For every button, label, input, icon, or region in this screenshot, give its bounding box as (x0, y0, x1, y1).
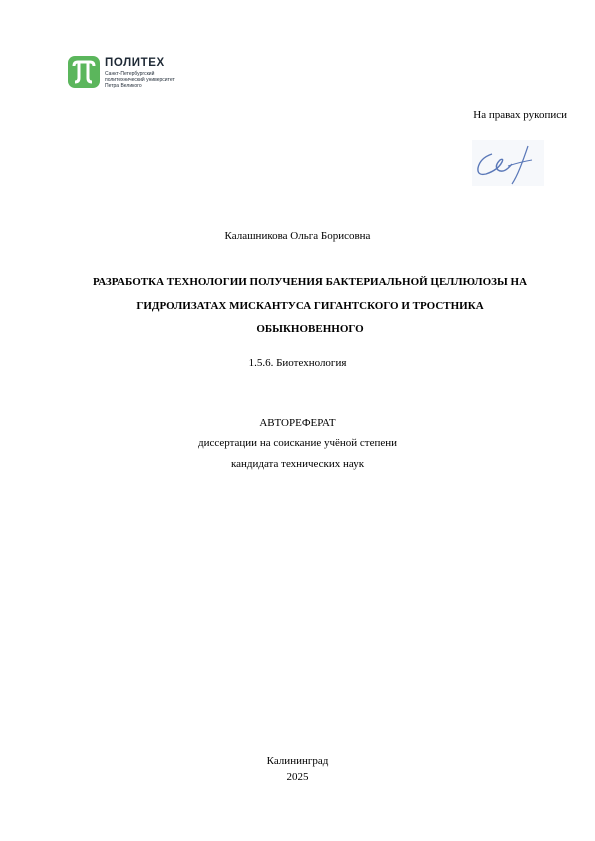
logo-subtitle-line: Петра Великого (105, 83, 142, 89)
title-line: РАЗРАБОТКА ТЕХНОЛОГИИ ПОЛУЧЕНИЯ БАКТЕРИАЛЬНОЙ ЦЕЛЛЮЛОЗЫ НА (92, 276, 528, 288)
document-type-heading: АВТОРЕФЕРАТ (259, 417, 336, 429)
year: 2025 (286, 771, 309, 783)
rights-note: На правах рукописи (473, 109, 567, 121)
document-type-line: диссертации на соискание учёной степени (197, 437, 398, 449)
logo-subtitle-line: Санкт-Петербургский (105, 71, 155, 77)
specialty: 1.5.6. Биотехнология (248, 357, 347, 369)
polytech-logo-icon (68, 56, 100, 88)
degree-line: кандидата технических наук (230, 458, 365, 470)
title-line: ОБЫКНОВЕННОГО (256, 323, 364, 335)
city: Калининград (266, 755, 329, 767)
author-name: Калашникова Ольга Борисовна (224, 230, 371, 242)
logo-title: ПОЛИТЕХ (105, 57, 165, 69)
handwritten-signature-icon (472, 140, 544, 186)
title-line: ГИДРОЛИЗАТАХ МИСКАНТУСА ГИГАНТСКОГО И ТРОСТНИКА (136, 299, 484, 312)
logo-subtitle (105, 71, 175, 89)
university-logo (68, 56, 208, 92)
dissertation-title (60, 271, 560, 342)
logo-subtitle-line: политехнический университет (105, 77, 175, 83)
